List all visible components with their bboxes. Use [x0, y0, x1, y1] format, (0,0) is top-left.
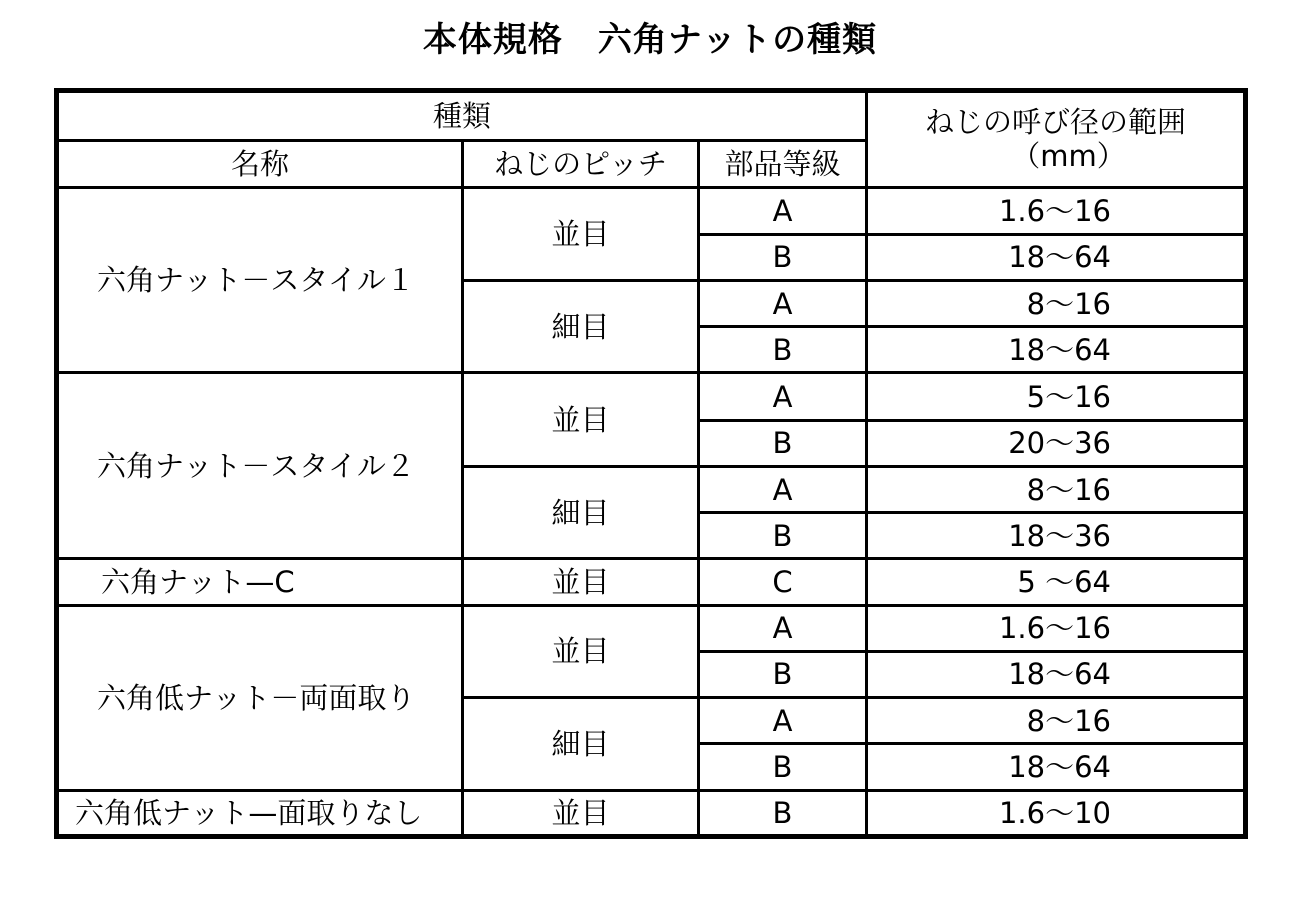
pitch-cell: 細目: [463, 280, 699, 372]
grade-cell: A: [699, 698, 867, 744]
header-diameter-range: [867, 91, 1246, 188]
grade-cell: B: [699, 651, 867, 697]
page-title: 本体規格 六角ナットの種類: [422, 20, 878, 60]
range-cell: 18～36: [867, 513, 1246, 559]
grade-cell: A: [699, 605, 867, 651]
range-cell: 18～64: [867, 744, 1246, 790]
range-cell: 18～64: [867, 234, 1246, 280]
header-diameter-line1: ねじの呼び径の範囲: [924, 105, 1186, 140]
table-row: [57, 373, 1246, 420]
nut-name-cell: 六角ナット－スタイル１: [57, 187, 463, 373]
range-cell: 1.6～16: [867, 187, 1246, 234]
nut-name-cell: 六角ナット—C: [57, 559, 463, 605]
range-cell: 5～16: [867, 373, 1246, 420]
header-name: 名称: [57, 141, 463, 187]
grade-cell: A: [699, 373, 867, 420]
range-cell: 1.6～10: [867, 790, 1246, 836]
grade-cell: B: [699, 790, 867, 836]
grade-cell: B: [699, 420, 867, 466]
grade-cell: B: [699, 744, 867, 790]
header-diameter-unit: （mm）: [1011, 139, 1126, 174]
nut-name-cell: 六角低ナット—面取りなし: [57, 790, 463, 836]
header-row-1: [57, 91, 1246, 141]
header-grade: 部品等級: [699, 141, 867, 187]
range-cell: 5 ～64: [867, 559, 1246, 605]
header-kind: 種類: [57, 91, 867, 141]
pitch-cell: 細目: [463, 698, 699, 790]
pitch-cell: 並目: [463, 187, 699, 280]
grade-cell: B: [699, 327, 867, 373]
pitch-cell: 並目: [463, 790, 699, 836]
grade-cell: A: [699, 280, 867, 326]
grade-cell: B: [699, 513, 867, 559]
pitch-cell: 細目: [463, 466, 699, 558]
range-cell: 8～16: [867, 280, 1246, 326]
grade-cell: A: [699, 187, 867, 234]
range-cell: 18～64: [867, 651, 1246, 697]
pitch-cell: 並目: [463, 373, 699, 466]
nut-name-cell: 六角ナット－スタイル２: [57, 373, 463, 559]
grade-cell: C: [699, 559, 867, 605]
table-row: [57, 605, 1246, 651]
range-cell: 1.6～16: [867, 605, 1246, 651]
header-pitch: ねじのピッチ: [463, 141, 699, 187]
pitch-cell: 並目: [463, 605, 699, 697]
range-cell: 8～16: [867, 466, 1246, 512]
table-row: [57, 559, 1246, 605]
grade-cell: A: [699, 466, 867, 512]
range-cell: 8～16: [867, 698, 1246, 744]
nut-name-cell: 六角低ナット－両面取り: [57, 605, 463, 790]
grade-cell: B: [699, 234, 867, 280]
table-row: [57, 187, 1246, 234]
hex-nut-types-table: [54, 88, 1248, 839]
range-cell: 18～64: [867, 327, 1246, 373]
table-row: [57, 790, 1246, 836]
pitch-cell: 並目: [463, 559, 699, 605]
range-cell: 20～36: [867, 420, 1246, 466]
